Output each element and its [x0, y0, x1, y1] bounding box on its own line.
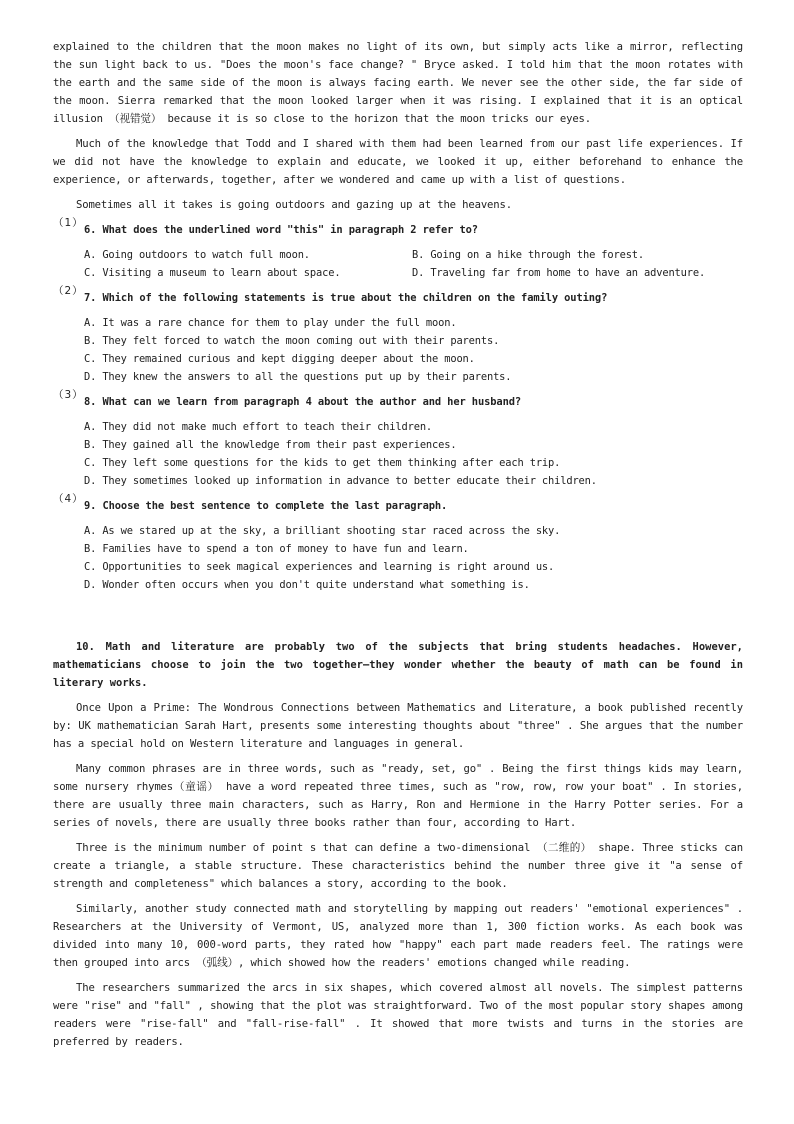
option-d: D. They sometimes looked up information in advance to better educate their children.	[84, 475, 597, 487]
option-c: C. Visiting a museum to learn about space.	[84, 267, 341, 279]
options-list	[84, 314, 743, 386]
option-b: B. Going on a hike through the forest.	[412, 249, 645, 261]
option-a: A. Going outdoors to watch full moon.	[84, 249, 310, 261]
options-list	[84, 418, 743, 490]
question-number: （2）	[53, 285, 84, 297]
question-text: 6. What does the underlined word "this" in paragraph 2 refer to?	[84, 224, 478, 236]
options-list	[84, 246, 743, 282]
passage-paragraph: Three is the minimum number of point s that can define a two-dimensional （二维的） shape. Three sticks can create a triangle, a stable structure. These characteristics behind the number three give it "a sense of strength and completeness" which balances a story, according to the book.	[53, 842, 743, 890]
option-c: C. They left some questions for the kids to get them thinking after each trip.	[84, 457, 561, 469]
option-c: C. Opportunities to seek magical experiences and learning is right around us.	[84, 561, 555, 573]
question-number: （4）	[53, 493, 84, 505]
question-number: （1）	[53, 217, 84, 229]
question-block	[53, 493, 743, 594]
question-text: 7. Which of the following statements is true about the children on the family outing?	[84, 292, 608, 304]
question-text: 8. What can we learn from paragraph 4 about the author and her husband?	[84, 396, 522, 408]
option-a: A. As we stared up at the sky, a brilliant shooting star raced across the sky.	[84, 525, 561, 537]
passage-paragraph: explained to the children that the moon makes no light of its own, but simply acts like a mirror, reflecting the sun light back to us. "Does the moon's face change? " Bryce asked. I told him that the moon rotates with the earth and the same side of the moon is always facing earth. We never see the other side, the far side of the moon. Sierra remarked that the moon looked larger when it was rising. I explained that it is an optical illusion （视错觉） because it is so close to the horizon that the moon tricks our eyes.	[53, 41, 743, 125]
option-b: B. Families have to spend a ton of money to have fun and learn.	[84, 543, 469, 555]
option-b: B. They gained all the knowledge from their past experiences.	[84, 439, 457, 451]
exam-page	[53, 38, 743, 1051]
passage-paragraph: The researchers summarized the arcs in six shapes, which covered almost all novels. The simplest patterns were "rise" and "fall" , showing that the plot was straightforward. Two of the most popular story shapes among readers were "rise-fall" and "fall-rise-fall" . It showed that more twists and turns in the stories are preferred by readers.	[53, 982, 743, 1048]
passage-paragraph: Many common phrases are in three words, such as "ready, set, go" . Being the first things kids may learn, some nursery rhymes（童谣） have a word repeated three times, such as "row, row, row your boat" . In stories, there are usually three main characters, such as Harry, Ron and Hermione in the Harry Potter series. For a series of novels, there are usually three books rather than four, according to Hart.	[53, 763, 743, 829]
option-d: D. Wonder often occurs when you don't quite understand what something is.	[84, 579, 530, 591]
question-block	[53, 217, 743, 282]
question-block	[53, 389, 743, 490]
option-b: B. They felt forced to watch the moon coming out with their parents.	[84, 335, 500, 347]
question-block	[53, 285, 743, 386]
passage-paragraph: Much of the knowledge that Todd and I shared with them had been learned from our past life experiences. If we did not have the knowledge to explain and educate, we looked it up, either beforehand to enhance the experience, or afterwards, together, after we wondered and came up with a list of questions.	[53, 138, 743, 186]
option-a: A. It was a rare chance for them to play under the full moon.	[84, 317, 457, 329]
question-text: 9. Choose the best sentence to complete the last paragraph.	[84, 500, 448, 512]
option-d: D. They knew the answers to all the questions put up by their parents.	[84, 371, 512, 383]
options-list	[84, 522, 743, 594]
passage-paragraph: Similarly, another study connected math and storytelling by mapping out readers' "emotional experiences" . Researchers at the University of Vermont, US, analyzed more than 1, 300 fiction works. As each book was divided into many 10, 000-word parts, they rated how "happy" each part made readers feel. The ratings were then grouped into arcs （弧线）, which showed how the readers' emotions changed while reading.	[53, 903, 743, 969]
section-heading: 10. Math and literature are probably two of the subjects that bring students headaches. However, mathematicians choose to join the two together—they wonder whether the beauty of math can be found in literary works.	[53, 641, 743, 689]
passage-paragraph: Sometimes all it takes is going outdoors and gazing up at the heavens.	[76, 199, 512, 211]
passage-paragraph: Once Upon a Prime: The Wondrous Connections between Mathematics and Literature, a book published recently by: UK mathematician Sarah Hart, presents some interesting thoughts about "three" . She argues that the number has a special hold on Western literature and languages in general.	[53, 702, 743, 750]
passage-section-10	[53, 638, 743, 1051]
question-number: （3）	[53, 389, 84, 401]
option-c: C. They remained curious and kept digging deeper about the moon.	[84, 353, 475, 365]
option-d: D. Traveling far from home to have an adventure.	[412, 267, 706, 279]
option-a: A. They did not make much effort to teach their children.	[84, 421, 433, 433]
